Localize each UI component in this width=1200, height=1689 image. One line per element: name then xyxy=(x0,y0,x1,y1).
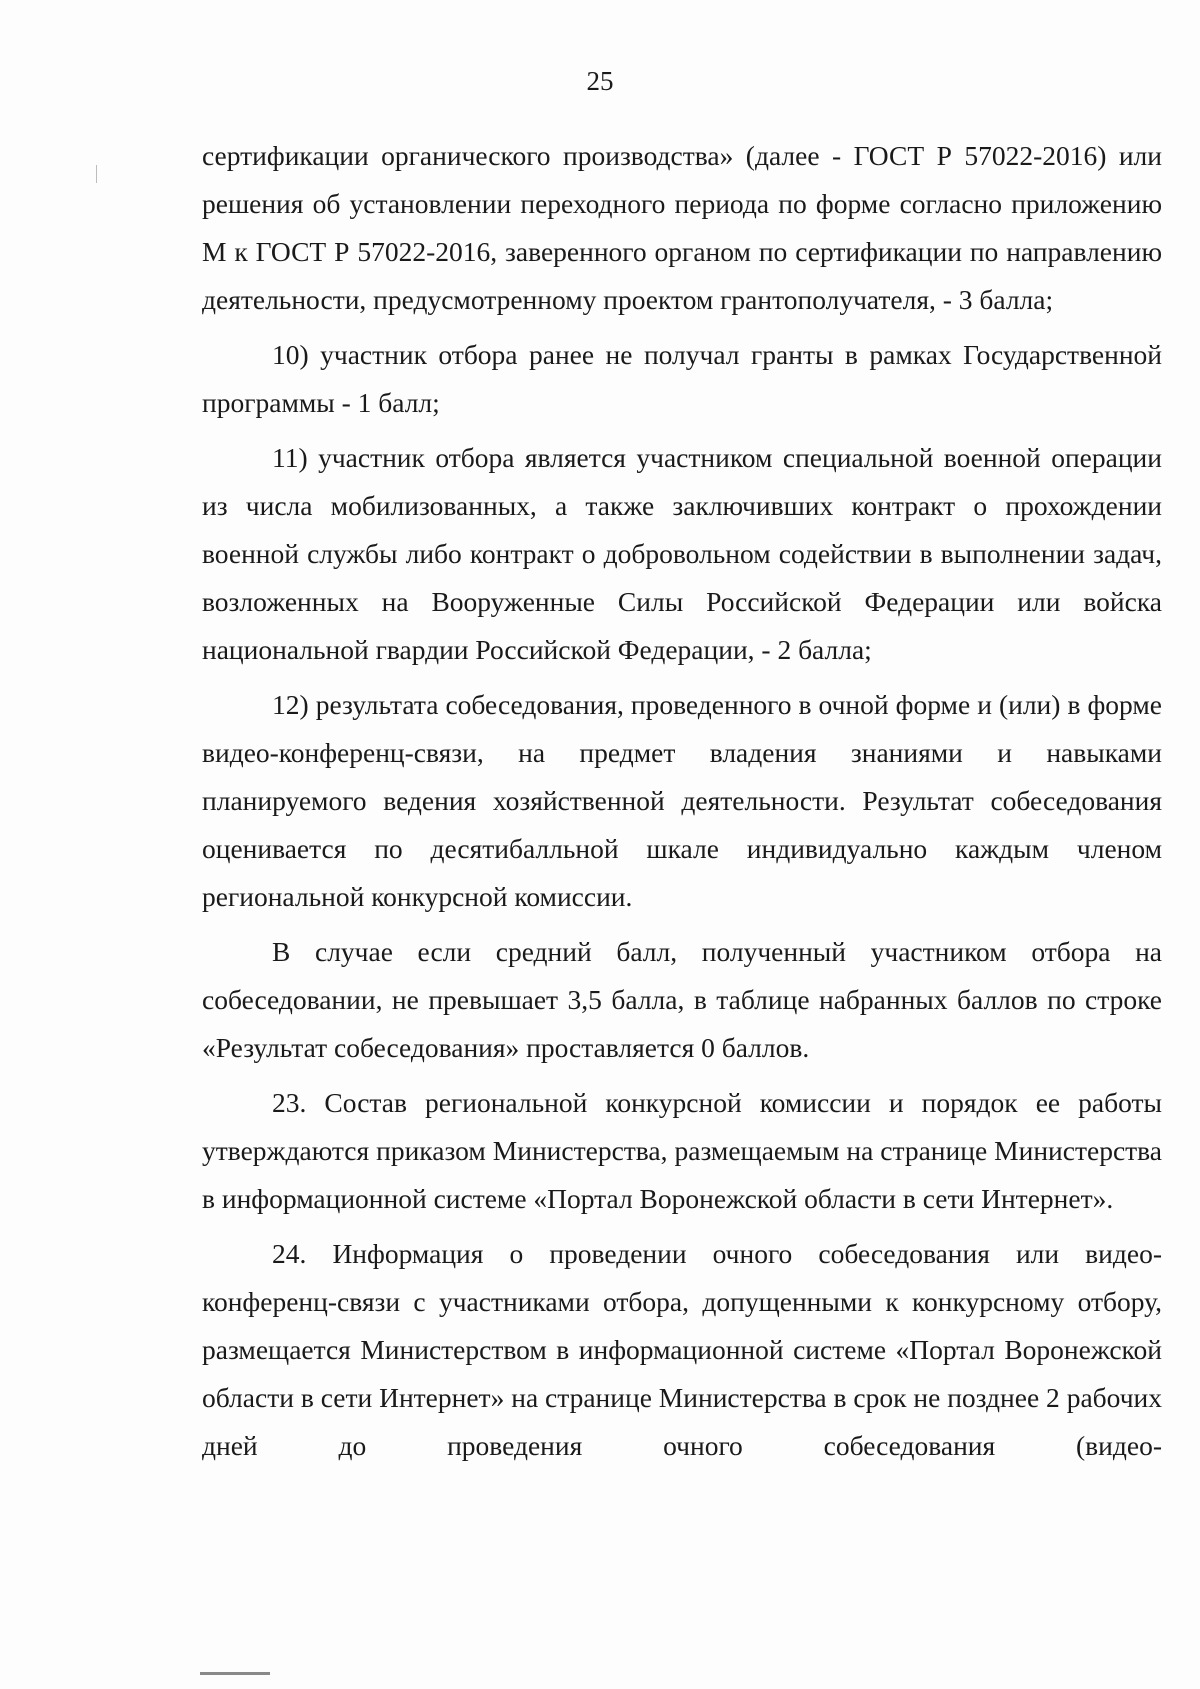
scan-artifact-bottom xyxy=(200,1672,270,1683)
paragraph-item-12: 12) результата собеседования, проведенного в очной форме и (или) в форме видео-конференц-связи, на предмет владения знаниями и навыками планируемого ведения хозяйственной деятельности. Результат собеседования оценивается по десятибалльной шкале индивидуально каждым членом региональной конкурсной комиссии. xyxy=(202,689,1162,912)
page-number: 25 xyxy=(586,66,614,96)
paragraph-item-11: 11) участник отбора является участником специальной военной операции из числа мобилизованных, а также заключивших контракт о прохождении военной службы либо контракт о добровольном содействии в выполнении задач, возложенных на Вооруженные Силы Российской Федерации или войска национальной гвардии Российской Федерации, - 2 балла; xyxy=(202,442,1162,665)
paragraph-item-10: 10) участник отбора ранее не получал гранты в рамках Государственной программы - 1 балл; xyxy=(202,339,1162,418)
paragraph-section-23: 23. Состав региональной конкурсной комиссии и порядок ее работы утверждаются приказом Министерства, размещаемым на странице Министерства в информационной системе «Портал Воронежской области в сети Интернет». xyxy=(202,1087,1162,1214)
document-body xyxy=(202,132,1162,1470)
scan-artifact xyxy=(96,165,97,183)
paragraph-continuation: сертификации органического производства» (далее - ГОСТ Р 57022-2016) или решения об установлении переходного периода по форме согласно приложению М к ГОСТ Р 57022-2016, заверенного органом по сертификации по направлению деятельности, предусмотренному проектом грантополучателя, - 3 балла; xyxy=(202,140,1162,315)
paragraph-section-24: 24. Информация о проведении очного собеседования или видео-конференц-связи с участниками отбора, допущенными к конкурсному отбору, размещается Министерством в информационной системе «Портал Воронежской области в сети Интернет» на странице Министерства в срок не позднее 2 рабочих дней до проведения очного собеседования (видео- xyxy=(202,1238,1162,1461)
paragraph-interview-score: В случае если средний балл, полученный участником отбора на собеседовании, не превышает 3,5 балла, в таблице набранных баллов по строке «Результат собеседования» проставляется 0 баллов. xyxy=(202,936,1162,1063)
